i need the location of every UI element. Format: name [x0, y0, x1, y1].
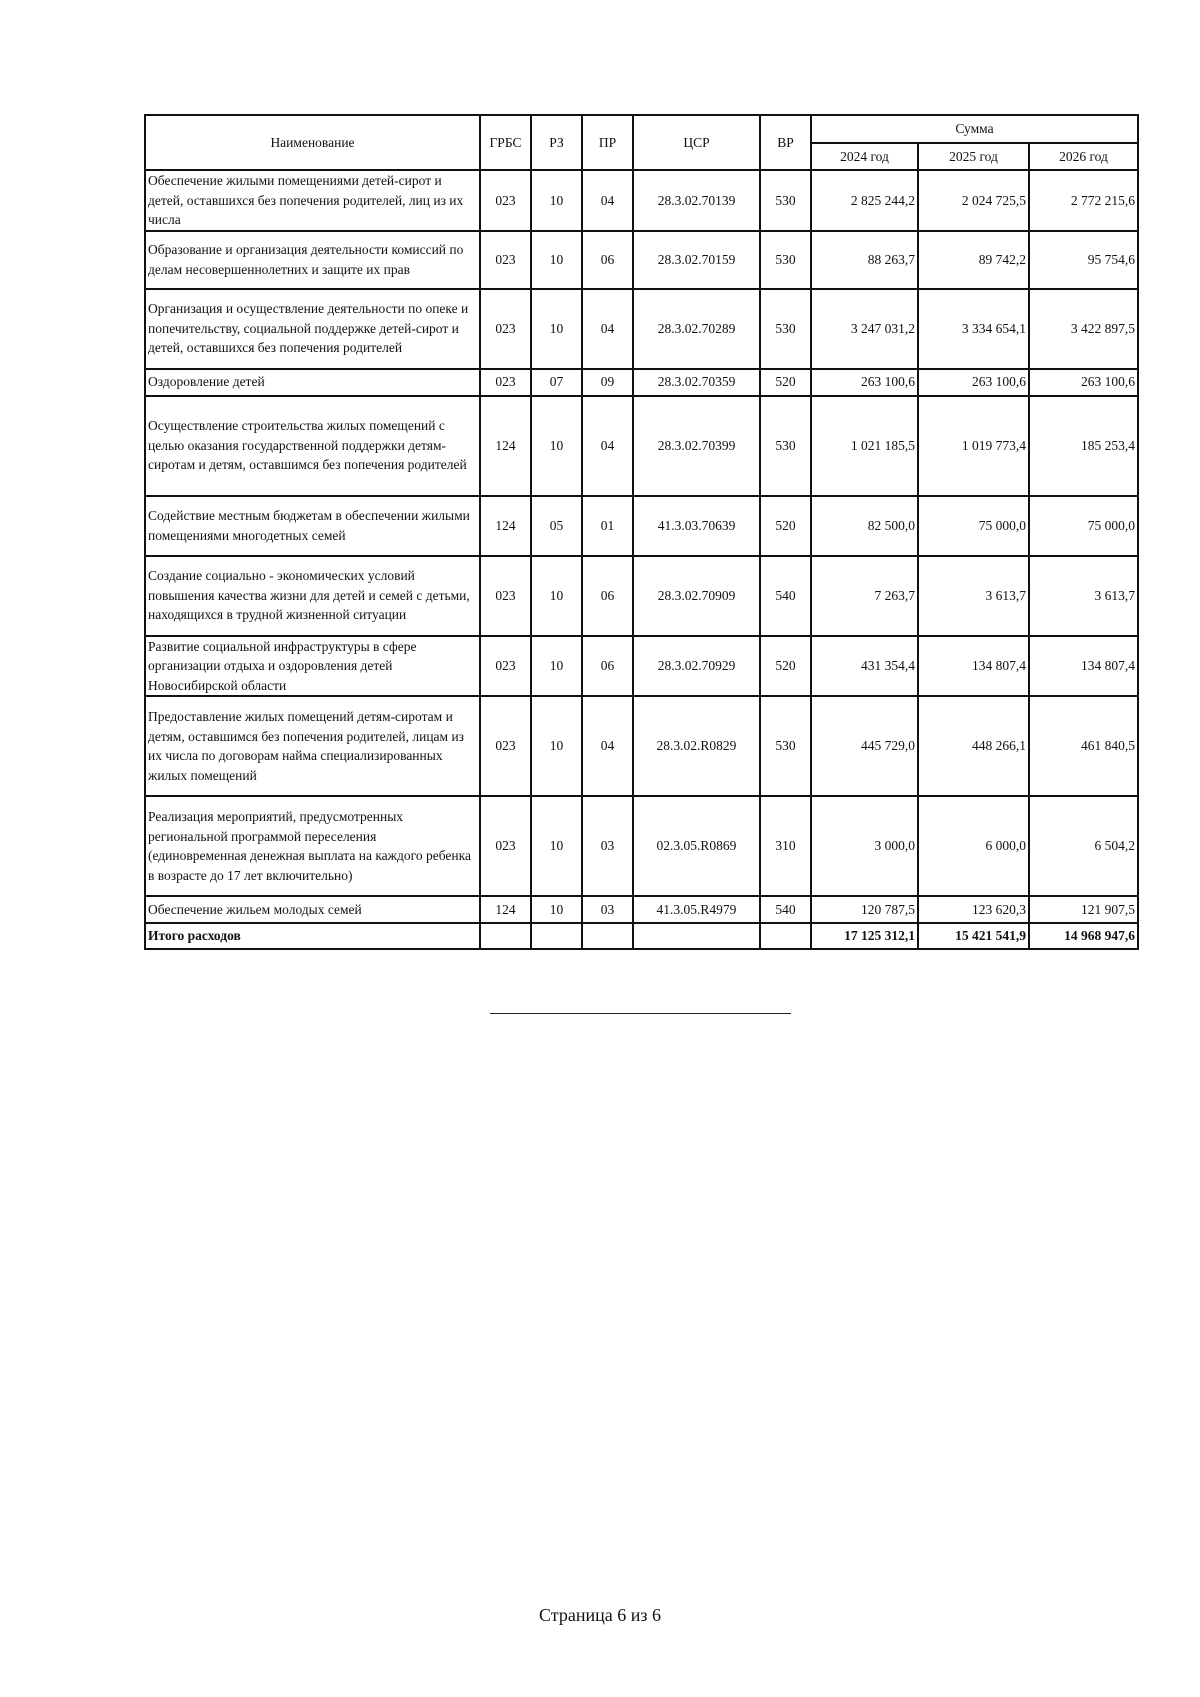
row-csr: 28.3.02.70359: [633, 369, 760, 396]
row-grbs: 124: [480, 396, 531, 496]
row-name: Образование и организация деятельности комиссий по делам несовершеннолетних и защите их прав: [145, 231, 480, 289]
row-rz: 10: [531, 231, 582, 289]
total-label: Итого расходов: [145, 923, 480, 949]
row-name: Организация и осуществление деятельности по опеке и попечительству, социальной поддержке детей-сирот и детей, оставшихся без попечения родителей: [145, 289, 480, 369]
total-2025: 15 421 541,9: [918, 923, 1029, 949]
row-sum-2026: 95 754,6: [1029, 231, 1138, 289]
row-pr: 04: [582, 170, 633, 231]
row-pr: 03: [582, 896, 633, 923]
header-grbs: ГРБС: [480, 115, 531, 170]
table-body: [145, 170, 1138, 923]
row-rz: 05: [531, 496, 582, 556]
table-row: [145, 636, 1138, 697]
row-rz: 10: [531, 289, 582, 369]
row-pr: 04: [582, 289, 633, 369]
table-row: [145, 369, 1138, 396]
row-sum-2026: 461 840,5: [1029, 696, 1138, 796]
table-row: [145, 396, 1138, 496]
row-sum-2025: 89 742,2: [918, 231, 1029, 289]
header-csr: ЦСР: [633, 115, 760, 170]
row-vr: 520: [760, 636, 811, 697]
row-csr: 28.3.02.70139: [633, 170, 760, 231]
total-empty-cell: [531, 923, 582, 949]
row-grbs: 023: [480, 696, 531, 796]
row-sum-2026: 75 000,0: [1029, 496, 1138, 556]
row-csr: 28.3.02.R0829: [633, 696, 760, 796]
row-sum-2024: 431 354,4: [811, 636, 918, 697]
row-sum-2026: 263 100,6: [1029, 369, 1138, 396]
row-sum-2025: 448 266,1: [918, 696, 1029, 796]
total-empty-cell: [582, 923, 633, 949]
row-pr: 06: [582, 231, 633, 289]
row-name: Реализация мероприятий, предусмотренных региональной программой переселения (единовременная денежная выплата на каждого ребенка в возрасте до 17 лет включительно): [145, 796, 480, 896]
row-pr: 04: [582, 396, 633, 496]
row-sum-2025: 123 620,3: [918, 896, 1029, 923]
header-year-2026: 2026 год: [1029, 143, 1138, 170]
table-row: [145, 170, 1138, 231]
row-sum-2026: 185 253,4: [1029, 396, 1138, 496]
row-rz: 10: [531, 636, 582, 697]
header-pr: ПР: [582, 115, 633, 170]
row-csr: 28.3.02.70929: [633, 636, 760, 697]
row-sum-2024: 120 787,5: [811, 896, 918, 923]
table-row: [145, 696, 1138, 796]
row-sum-2024: 3 000,0: [811, 796, 918, 896]
row-grbs: 023: [480, 369, 531, 396]
row-vr: 540: [760, 556, 811, 636]
page-number: Страница 6 из 6: [539, 1605, 661, 1625]
row-vr: 530: [760, 231, 811, 289]
table-row: [145, 556, 1138, 636]
row-pr: 01: [582, 496, 633, 556]
row-rz: 10: [531, 696, 582, 796]
row-vr: 520: [760, 369, 811, 396]
total-2026: 14 968 947,6: [1029, 923, 1138, 949]
total-empty-cell: [760, 923, 811, 949]
row-csr: 28.3.02.70909: [633, 556, 760, 636]
total-empty-cell: [633, 923, 760, 949]
row-name: Обеспечение жилыми помещениями детей-сирот и детей, оставшихся без попечения родителей, лиц из их числа: [145, 170, 480, 231]
table-header: [145, 115, 1138, 170]
row-sum-2026: 2 772 215,6: [1029, 170, 1138, 231]
row-vr: 540: [760, 896, 811, 923]
row-vr: 530: [760, 696, 811, 796]
row-sum-2025: 3 334 654,1: [918, 289, 1029, 369]
row-rz: 10: [531, 170, 582, 231]
row-name: Оздоровление детей: [145, 369, 480, 396]
row-sum-2025: 263 100,6: [918, 369, 1029, 396]
row-csr: 28.3.02.70159: [633, 231, 760, 289]
table-row: [145, 289, 1138, 369]
row-sum-2024: 82 500,0: [811, 496, 918, 556]
total-empty-cell: [480, 923, 531, 949]
row-grbs: 023: [480, 556, 531, 636]
table-row: [145, 231, 1138, 289]
row-sum-2024: 263 100,6: [811, 369, 918, 396]
row-grbs: 124: [480, 896, 531, 923]
row-pr: 09: [582, 369, 633, 396]
row-vr: 530: [760, 289, 811, 369]
row-sum-2024: 3 247 031,2: [811, 289, 918, 369]
row-sum-2026: 3 613,7: [1029, 556, 1138, 636]
row-name: Предоставление жилых помещений детям-сиротам и детям, оставшимся без попечения родителей, лицам из их числа по договорам найма специализированных жилых помещений: [145, 696, 480, 796]
header-sum: Сумма: [811, 115, 1138, 143]
row-rz: 10: [531, 556, 582, 636]
row-vr: 530: [760, 396, 811, 496]
row-sum-2024: 1 021 185,5: [811, 396, 918, 496]
row-rz: 10: [531, 896, 582, 923]
row-vr: 310: [760, 796, 811, 896]
header-name: Наименование: [145, 115, 480, 170]
row-grbs: 023: [480, 289, 531, 369]
row-csr: 28.3.02.70399: [633, 396, 760, 496]
table-row: [145, 496, 1138, 556]
table-row: [145, 896, 1138, 923]
row-sum-2026: 134 807,4: [1029, 636, 1138, 697]
budget-table: [144, 114, 1139, 950]
row-rz: 10: [531, 796, 582, 896]
row-name: Содействие местным бюджетам в обеспечении жилыми помещениями многодетных семей: [145, 496, 480, 556]
row-csr: 28.3.02.70289: [633, 289, 760, 369]
end-divider-line: [490, 1013, 791, 1014]
row-sum-2024: 7 263,7: [811, 556, 918, 636]
row-name: Обеспечение жильем молодых семей: [145, 896, 480, 923]
row-name: Создание социально - экономических условий повышения качества жизни для детей и семей с детьми, находящихся в трудной жизненной ситуации: [145, 556, 480, 636]
row-grbs: 023: [480, 796, 531, 896]
row-csr: 02.3.05.R0869: [633, 796, 760, 896]
row-rz: 10: [531, 396, 582, 496]
row-pr: 04: [582, 696, 633, 796]
header-year-2024: 2024 год: [811, 143, 918, 170]
row-sum-2024: 2 825 244,2: [811, 170, 918, 231]
header-year-2025: 2025 год: [918, 143, 1029, 170]
table-row: [145, 796, 1138, 896]
row-csr: 41.3.03.70639: [633, 496, 760, 556]
row-name: Осуществление строительства жилых помещений с целью оказания государственной поддержки детям-сиротам и детям, оставшимся без попечения родителей: [145, 396, 480, 496]
row-sum-2025: 3 613,7: [918, 556, 1029, 636]
row-grbs: 023: [480, 636, 531, 697]
row-pr: 06: [582, 636, 633, 697]
row-csr: 41.3.05.R4979: [633, 896, 760, 923]
row-sum-2026: 3 422 897,5: [1029, 289, 1138, 369]
row-sum-2025: 1 019 773,4: [918, 396, 1029, 496]
row-sum-2025: 134 807,4: [918, 636, 1029, 697]
row-pr: 03: [582, 796, 633, 896]
row-sum-2025: 6 000,0: [918, 796, 1029, 896]
header-vr: ВР: [760, 115, 811, 170]
row-rz: 07: [531, 369, 582, 396]
row-pr: 06: [582, 556, 633, 636]
row-grbs: 124: [480, 496, 531, 556]
row-grbs: 023: [480, 231, 531, 289]
row-sum-2026: 121 907,5: [1029, 896, 1138, 923]
row-name: Развитие социальной инфраструктуры в сфере организации отдыха и оздоровления детей Новосибирской области: [145, 636, 480, 697]
header-rz: РЗ: [531, 115, 582, 170]
total-2024: 17 125 312,1: [811, 923, 918, 949]
row-sum-2025: 2 024 725,5: [918, 170, 1029, 231]
row-vr: 530: [760, 170, 811, 231]
row-grbs: 023: [480, 170, 531, 231]
row-sum-2024: 88 263,7: [811, 231, 918, 289]
total-row: [145, 923, 1138, 949]
row-sum-2025: 75 000,0: [918, 496, 1029, 556]
row-vr: 520: [760, 496, 811, 556]
row-sum-2024: 445 729,0: [811, 696, 918, 796]
row-sum-2026: 6 504,2: [1029, 796, 1138, 896]
